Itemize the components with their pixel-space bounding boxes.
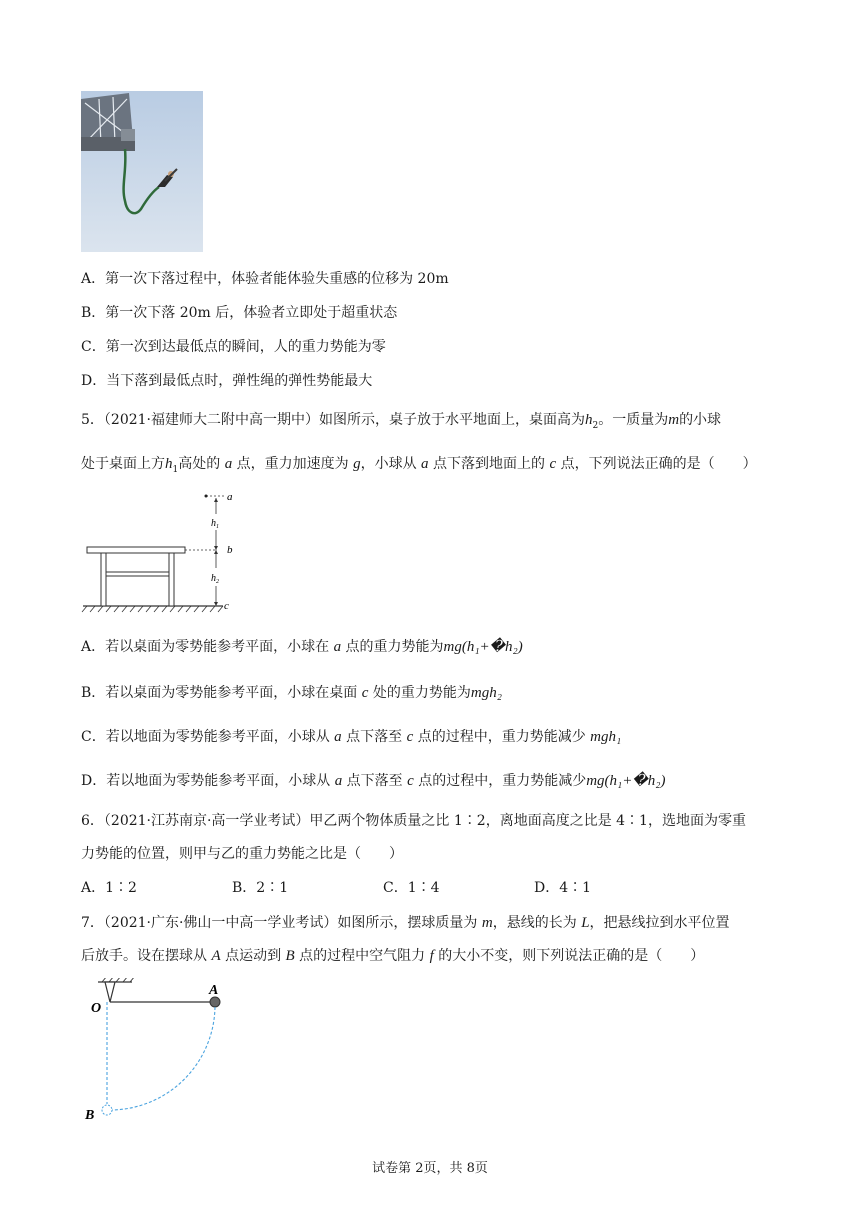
pendulum-diagram (82, 978, 232, 1128)
q6-stem-line2: 力势能的位置，则甲与乙的重力势能之比是（ ） (81, 846, 403, 862)
q4-option-b: B．第一次下落 20m 后，体验者立即处于超重状态 (81, 305, 398, 321)
q4-option-d: D．当下落到最低点时，弹性绳的弹性势能最大 (81, 373, 373, 389)
q6-stem-line1: 6．（2021·江苏南京·高一学业考试）甲乙两个物体质量之比 1∶2，离地面高度之比是 4∶1，选地面为零重 (81, 813, 746, 829)
q5-option-b: B．若以桌面为零势能参考平面，小球在桌面 c 处的重力势能为mgh₂ (81, 685, 502, 701)
label-A: A (209, 983, 219, 998)
q5-stem-line2: 处于桌面上方$h_1$高处的 a 点，重力加速度为 g，小球从 a 点下落到地面上的 c 点，下列说法正确的是（ ） (81, 456, 757, 475)
label-h1: $h_1$ (211, 518, 219, 530)
label-B: B (85, 1108, 95, 1123)
q7-stem-line2: 后放手。设在摆球从 A 点运动到 B 点的过程中空气阻力 f 的大小不变，则下列说法正确的是（ ） (81, 948, 705, 964)
label-c: c (224, 600, 229, 612)
q5-option-c: C．若以地面为零势能参考平面，小球从 a 点下落至 c 点的过程中，重力势能减少 mgh₁ (81, 729, 622, 745)
label-a: a (227, 491, 233, 503)
q5-option-d: D．若以地面为零势能参考平面，小球从 a 点下落至 c 点的过程中，重力势能减少mg(h₁+�h₂) (81, 773, 666, 789)
page-footer: 试卷第 2页，共 8页 (372, 1161, 488, 1176)
label-O: O (91, 1001, 102, 1016)
q5-option-a: A．若以桌面为零势能参考平面，小球在 a 点的重力势能为mg(h₁+�h₂) (81, 639, 523, 655)
q4-option-a: A．第一次下落过程中，体验者能体验失重感的位移为 20m (81, 271, 449, 287)
q6-option-d: D．4∶1 (534, 880, 592, 896)
table-diagram (81, 488, 241, 616)
q6-option-c: C．1∶4 (383, 880, 440, 896)
q6-option-b: B．2∶1 (232, 880, 289, 896)
q6-option-a: A．1∶2 (81, 880, 137, 896)
q7-stem-line1: 7．（2021·广东·佛山一中高一学业考试）如图所示，摆球质量为 m，悬线的长为 L，把悬线拉到水平位置 (81, 915, 730, 931)
q5-stem-line1: 5．（2021·福建师大二附中高一期中）如图所示，桌子放于水平地面上，桌面高为$h_2$。一质量为m的小球 (81, 412, 722, 431)
label-h2: $h_2$ (211, 573, 219, 585)
q4-option-c: C．第一次到达最低点的瞬间，人的重力势能为零 (81, 339, 386, 355)
label-b: b (227, 544, 233, 556)
bungee-jump-photo (81, 91, 203, 252)
